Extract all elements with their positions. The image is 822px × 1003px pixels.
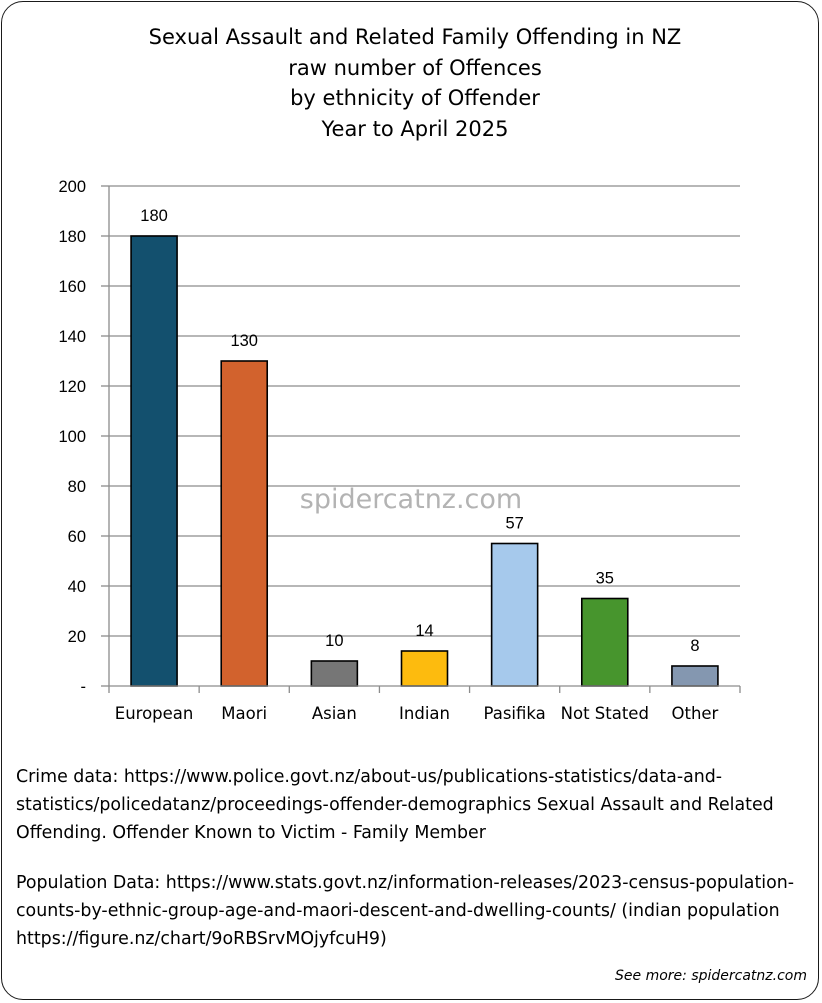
title-line-4: Year to April 2025 [321,116,509,141]
x-tick-label: European [114,704,194,723]
x-tick-label: Asian [311,704,357,723]
data-label: 57 [505,514,524,533]
y-tick-label: 80 [67,478,86,496]
y-tick-label: 180 [58,228,86,246]
see-more-footer: See more: spidercatnz.com [615,968,807,984]
y-tick-label: 200 [58,178,86,196]
y-tick-label: 60 [67,528,86,546]
bar-asian [311,661,357,686]
data-label: 180 [140,207,168,225]
y-tick-label: 40 [67,578,86,596]
crime-data-note: Crime data: https://www.police.govt.nz/about-us/publications-statistics/data-and-statistics/policedatanz/proceedings-offender-demographics Sexual Assault and Related Offending. Offender Known to Victim - Family Member [16,767,774,843]
title-line-3: by ethnicity of Offender [290,86,540,110]
data-label: 8 [690,637,700,655]
y-tick-label: 120 [58,378,86,396]
y-tick-label: - [80,678,86,696]
title-line-2: raw number of Offences [288,55,542,80]
bar-not-stated [582,599,628,687]
y-tick-label: 100 [58,428,86,446]
watermark: spidercatnz.com [299,484,523,515]
data-label: 10 [325,632,344,650]
data-label: 14 [415,622,434,640]
x-tick-label: Other [671,704,719,723]
data-label: 130 [230,332,258,350]
data-label: 35 [595,569,614,588]
bar-other [672,666,718,686]
bar-maori [221,361,267,686]
bar-indian [402,651,448,686]
x-tick-label: Indian [399,704,450,723]
bar-european [131,236,177,686]
x-tick-label: Maori [221,704,268,723]
y-tick-label: 20 [67,628,86,646]
x-tick-label: Not Stated [560,704,649,723]
y-tick-label: 160 [58,278,86,296]
bar-pasifika [492,544,538,687]
title-line-1: Sexual Assault and Related Family Offending in NZ [148,25,682,49]
y-tick-label: 140 [58,328,86,346]
population-data-note: Population Data: https://www.stats.govt.nz/information-releases/2023-census-population-counts-by-ethnic-group-age-and-maori-descent-and-dwelling-counts/ (indian population https://figure.nz/chart/9oRBSrvMOjyfcuH9) [16,873,795,949]
x-tick-label: Pasifika [483,704,546,723]
